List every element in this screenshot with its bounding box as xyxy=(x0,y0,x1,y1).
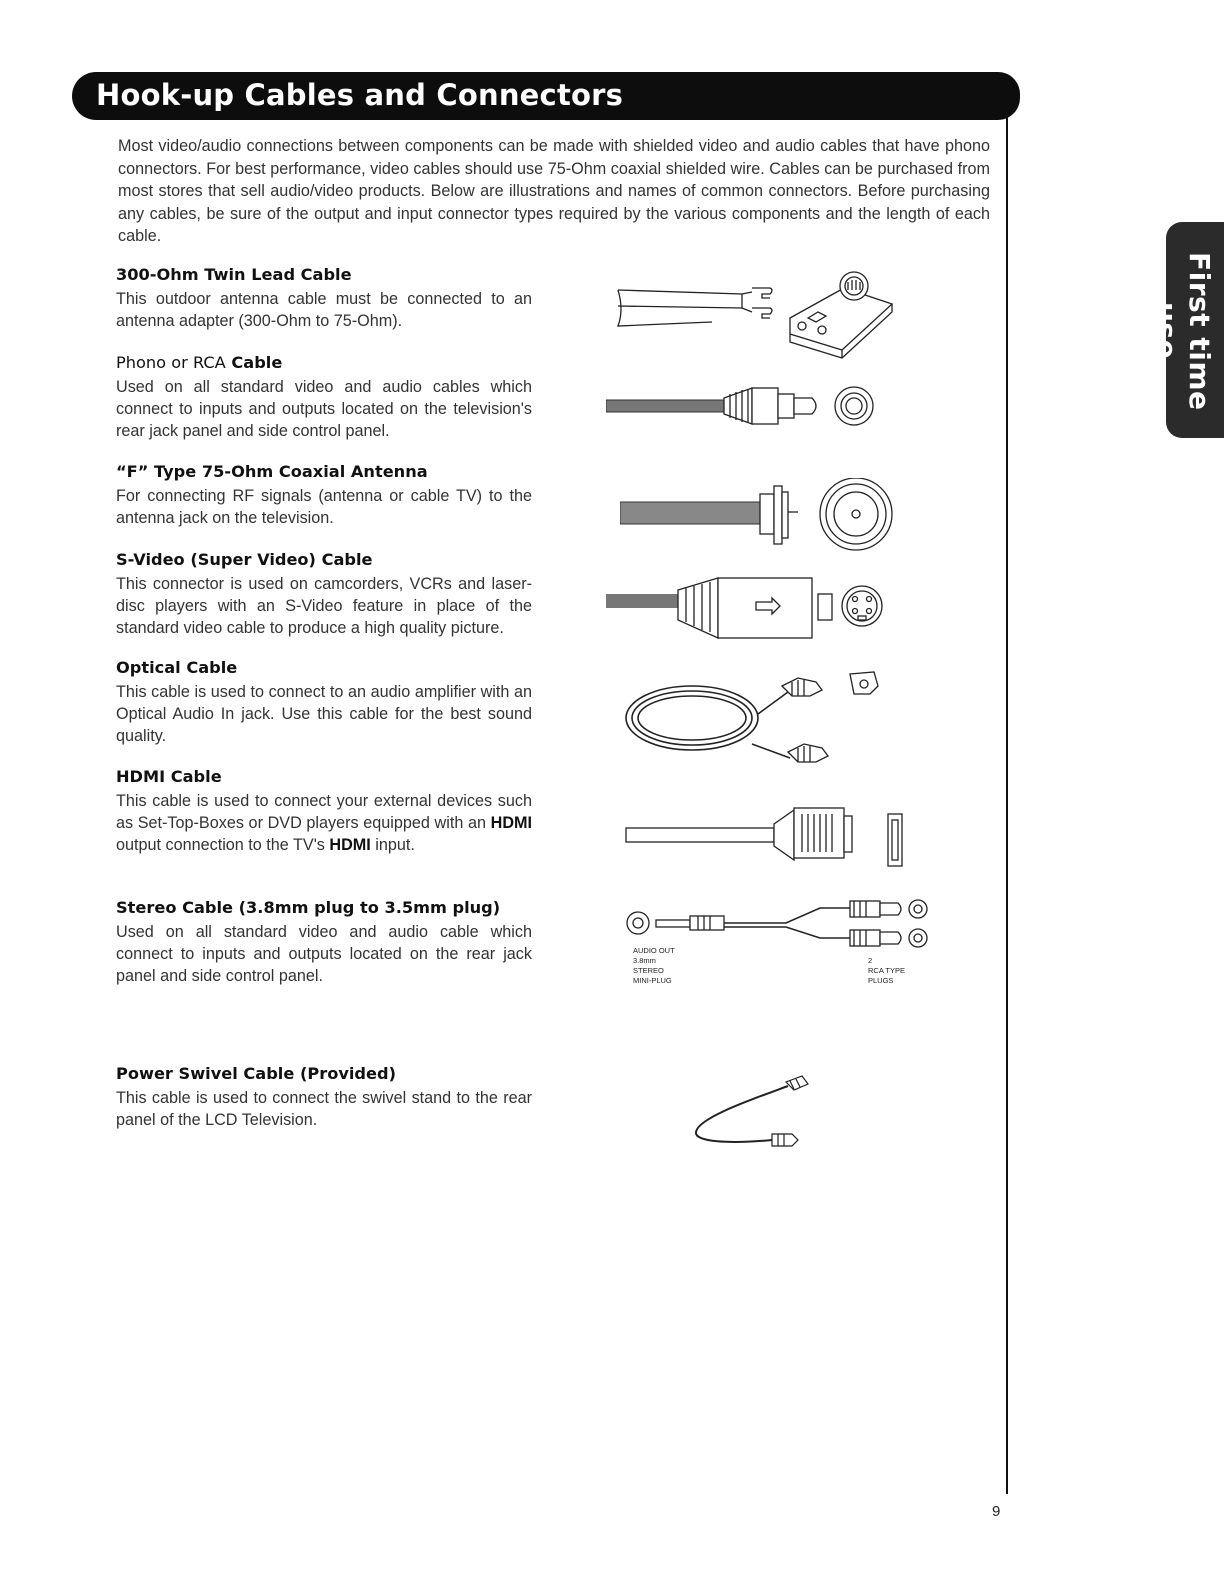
page-number: 9 xyxy=(992,1503,1001,1520)
stereo-label-right-1: 2 xyxy=(868,956,873,965)
stereo-label-left-3: STEREO xyxy=(633,966,664,975)
vertical-rule xyxy=(1006,112,1008,1494)
f-type-coax-icon xyxy=(620,478,910,568)
section-title: “F” Type 75-Ohm Coaxial Antenna xyxy=(116,462,428,481)
side-tab-label: First time use xyxy=(1150,251,1216,411)
intro-paragraph: Most video/audio connections between components can be made with shielded video and audio cables that have phono connectors. For best performance, video cables should use 75-Ohm coaxial shielded wire. Cables can be purchased from most stores that sell audio/video products. Below are illustrations and names of common connectors. Before purchasing any cables, be sure of the output and input connector types required by the various components and the length of each cable. xyxy=(118,137,990,245)
section-text: This cable is used to connect your external devices such as Set-Top-Boxes or DVD players equipped with an HDMI output connection to the TV's HDMI input. xyxy=(116,792,532,854)
rca-cable-icon xyxy=(606,378,896,434)
stereo-label-left-1: AUDIO OUT xyxy=(633,946,675,955)
section-title: Stereo Cable (3.8mm plug to 3.5mm plug) xyxy=(116,898,501,917)
section-title: S-Video (Super Video) Cable xyxy=(116,550,373,569)
section-stereo xyxy=(116,897,532,987)
section-text: This cable is used to connect to an audio amplifier with an Optical Audio In jack. Use this cable for the best sound quality. xyxy=(116,683,532,745)
s-video-cable-icon xyxy=(606,574,906,644)
twin-lead-cable-icon xyxy=(612,268,912,364)
section-text: This cable is used to connect the swivel stand to the rear panel of the LCD Television. xyxy=(116,1089,532,1129)
section-text: For connecting RF signals (antenna or cable TV) to the antenna jack on the television. xyxy=(116,487,532,527)
stereo-cable-icon xyxy=(618,890,938,1000)
optical-cable-icon xyxy=(620,664,910,776)
stereo-label-left-2: 3.8mm xyxy=(633,956,656,965)
section-title: Optical Cable xyxy=(116,658,238,677)
section-s-video xyxy=(116,549,532,639)
stereo-label-right-3: PLUGS xyxy=(868,976,894,985)
section-title xyxy=(116,352,532,374)
section-title-bold: Cable xyxy=(231,353,283,372)
section-text: This outdoor antenna cable must be connected to an antenna adapter (300-Ohm to 75-Ohm). xyxy=(116,290,532,330)
page-title: Hook-up Cables and Connectors xyxy=(96,78,624,112)
section-optical xyxy=(116,657,532,747)
power-swivel-cable-icon xyxy=(690,1070,820,1154)
section-f-type xyxy=(116,461,532,529)
section-title: 300-Ohm Twin Lead Cable xyxy=(116,265,352,284)
section-title-regular: Phono or RCA xyxy=(116,353,226,372)
section-hdmi xyxy=(116,766,532,856)
hdmi-cable-icon xyxy=(622,790,912,870)
section-text: This connector is used on camcorders, VCRs and laser-disc players with an S-Video feature in place of the standard video cable to produce a high quality picture. xyxy=(116,575,532,637)
section-text: Used on all standard video and audio cables which connect to inputs and outputs located on the television's rear jack panel and side control panel. xyxy=(116,378,532,440)
section-title: HDMI Cable xyxy=(116,767,222,786)
stereo-label-right-2: RCA TYPE xyxy=(868,966,905,975)
section-title: Power Swivel Cable (Provided) xyxy=(116,1064,396,1083)
section-twin-lead xyxy=(116,264,532,332)
section-rca xyxy=(116,352,532,442)
section-power-swivel xyxy=(116,1063,532,1131)
section-text: Used on all standard video and audio cable which connect to inputs and outputs located on the rear jack panel and side control panel. xyxy=(116,923,532,985)
stereo-label-left-4: MINI-PLUG xyxy=(633,976,672,985)
